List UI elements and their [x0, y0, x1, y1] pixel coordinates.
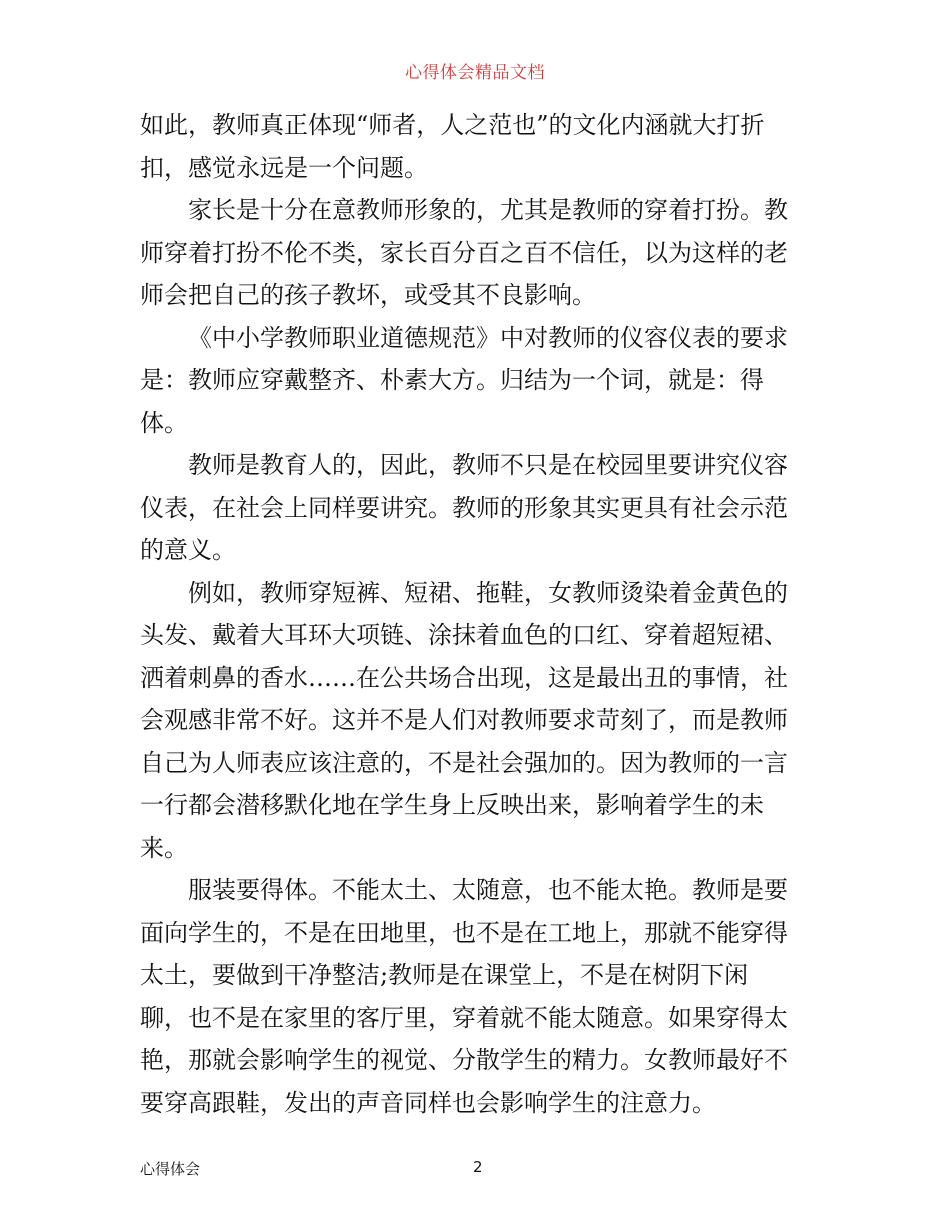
text-line: 艳，那就会影响学生的视觉、分散学生的精力。女教师最好不 [140, 1046, 788, 1074]
text-line: 扣，感觉永远是一个问题。 [140, 153, 428, 182]
text-line: 洒着刺鼻的香水……在公共场合出现，这是最出丑的事情，社 [140, 663, 788, 692]
text-line: 一行都会潜移默化地在学生身上反映出来，影响着学生的未 [140, 791, 764, 819]
paragraph [140, 572, 810, 870]
paragraph [140, 189, 810, 317]
text-line: 《中小学教师职业道德规范》中对教师的仪容仪表的要求 [188, 323, 788, 352]
text-line: 教师是教育人的，因此，教师不只是在校园里要讲究仪容 [188, 451, 788, 479]
text-line: 来。 [140, 833, 188, 862]
text-line: 服装要得体。不能太土、太随意，也不能太艳。教师是要 [188, 876, 788, 904]
text-line: 体。 [140, 408, 188, 437]
text-line: 师穿着打扮不伦不类，家长百分百之百不信任，以为这样的老 [140, 238, 788, 267]
text-line: 师会把自己的孩子教坏，或受其不良影响。 [140, 281, 596, 309]
text-line: 是：教师应穿戴整齐、朴素大方。归结为一个词，就是：得 [140, 366, 764, 394]
text-line: 仪表，在社会上同样要讲究。教师的形象其实更具有社会示范 [140, 493, 788, 522]
text-line: 聊，也不是在家里的客厅里，穿着就不能太随意。如果穿得太 [140, 1003, 788, 1032]
paragraph [140, 317, 810, 445]
header-title: 心得体会精品文档 [405, 63, 545, 83]
text-line: 要穿高跟鞋，发出的声音同样也会影响学生的注意力。 [140, 1088, 716, 1117]
text-line: 太土，要做到干净整洁;教师是在课堂上，不是在树阴下闲 [140, 961, 749, 989]
document-body [140, 104, 810, 1124]
text-line: 面向学生的，不是在田地里，也不是在工地上，那就不能穿得 [140, 918, 788, 947]
page-number: 2 [473, 1158, 483, 1176]
paragraph [140, 869, 810, 1124]
paragraph [140, 444, 810, 572]
text-line: 自己为人师表应该注意的，不是社会强加的。因为教师的一言 [140, 748, 788, 777]
footer-label: 心得体会 [140, 1160, 201, 1178]
text-line: 的意义。 [140, 536, 236, 564]
paragraph [140, 104, 810, 189]
text-line: 会观感非常不好。这并不是人们对教师要求苛刻了，而是教师 [140, 706, 788, 734]
text-line: 如此，教师真正体现“师者，人之范也”的文化内涵就大打折 [140, 111, 765, 139]
text-line: 家长是十分在意教师形象的，尤其是教师的穿着打扮。教 [188, 196, 788, 224]
text-line: 例如，教师穿短裤、短裙、拖鞋，女教师烫染着金黄色的 [188, 578, 788, 607]
text-line: 头发、戴着大耳环大项链、涂抹着血色的口红、穿着超短裙、 [140, 621, 788, 649]
